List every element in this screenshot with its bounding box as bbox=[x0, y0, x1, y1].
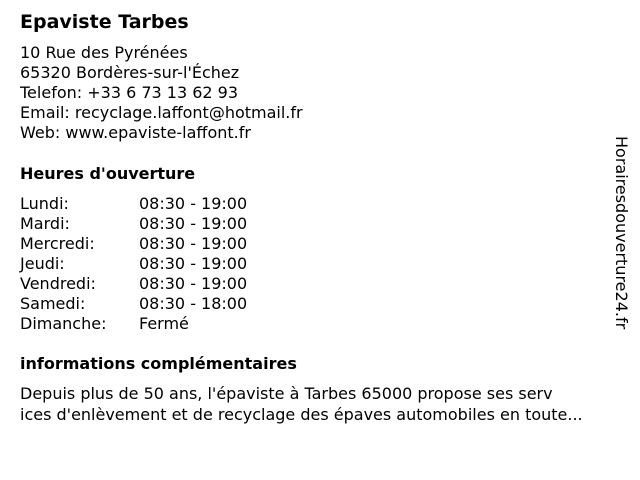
site-watermark bbox=[611, 136, 631, 368]
city-address: 65320 Bordères-sur-l'Échez bbox=[20, 63, 240, 82]
day-hours: 08:30 - 19:00 bbox=[139, 234, 248, 253]
phone-line: Telefon: +33 6 73 13 62 93 bbox=[20, 83, 239, 102]
hours-row-monday bbox=[20, 194, 320, 214]
email-line: Email: recyclage.laffont@hotmail.fr bbox=[20, 103, 303, 122]
day-label: Mercredi: bbox=[20, 234, 95, 253]
hours-row-saturday bbox=[20, 294, 320, 314]
day-hours: 08:30 - 18:00 bbox=[139, 294, 248, 313]
watermark-text: Horairesdouverture24.fr bbox=[612, 136, 631, 330]
day-label: Mardi: bbox=[20, 214, 70, 233]
day-label: Jeudi: bbox=[20, 254, 65, 273]
web-line: Web: www.epaviste-laffont.fr bbox=[20, 123, 251, 142]
opening-hours-heading: Heures d'ouverture bbox=[20, 164, 196, 183]
description-line: ices d'enlèvement et de recyclage des épaves automobiles en toute... bbox=[20, 405, 583, 424]
hours-row-thursday bbox=[20, 254, 320, 274]
business-name: Epaviste Tarbes bbox=[20, 11, 189, 33]
hours-row-sunday bbox=[20, 314, 320, 334]
additional-info-heading: informations complémentaires bbox=[20, 354, 297, 373]
contact-block bbox=[20, 43, 303, 143]
day-hours: 08:30 - 19:00 bbox=[139, 254, 248, 273]
day-label: Lundi: bbox=[20, 194, 69, 213]
day-hours: 08:30 - 19:00 bbox=[139, 274, 248, 293]
day-label: Dimanche: bbox=[20, 314, 107, 333]
business-description bbox=[20, 383, 632, 425]
day-hours: 08:30 - 19:00 bbox=[139, 194, 248, 213]
opening-hours-table bbox=[20, 194, 320, 334]
hours-row-tuesday bbox=[20, 214, 320, 234]
day-hours: Fermé bbox=[139, 314, 189, 333]
day-hours: 08:30 - 19:00 bbox=[139, 214, 248, 233]
street-address: 10 Rue des Pyrénées bbox=[20, 43, 188, 62]
hours-row-friday bbox=[20, 274, 320, 294]
description-line: Depuis plus de 50 ans, l'épaviste à Tarbes 65000 propose ses serv bbox=[20, 384, 553, 403]
day-label: Samedi: bbox=[20, 294, 86, 313]
hours-row-wednesday bbox=[20, 234, 320, 254]
day-label: Vendredi: bbox=[20, 274, 96, 293]
